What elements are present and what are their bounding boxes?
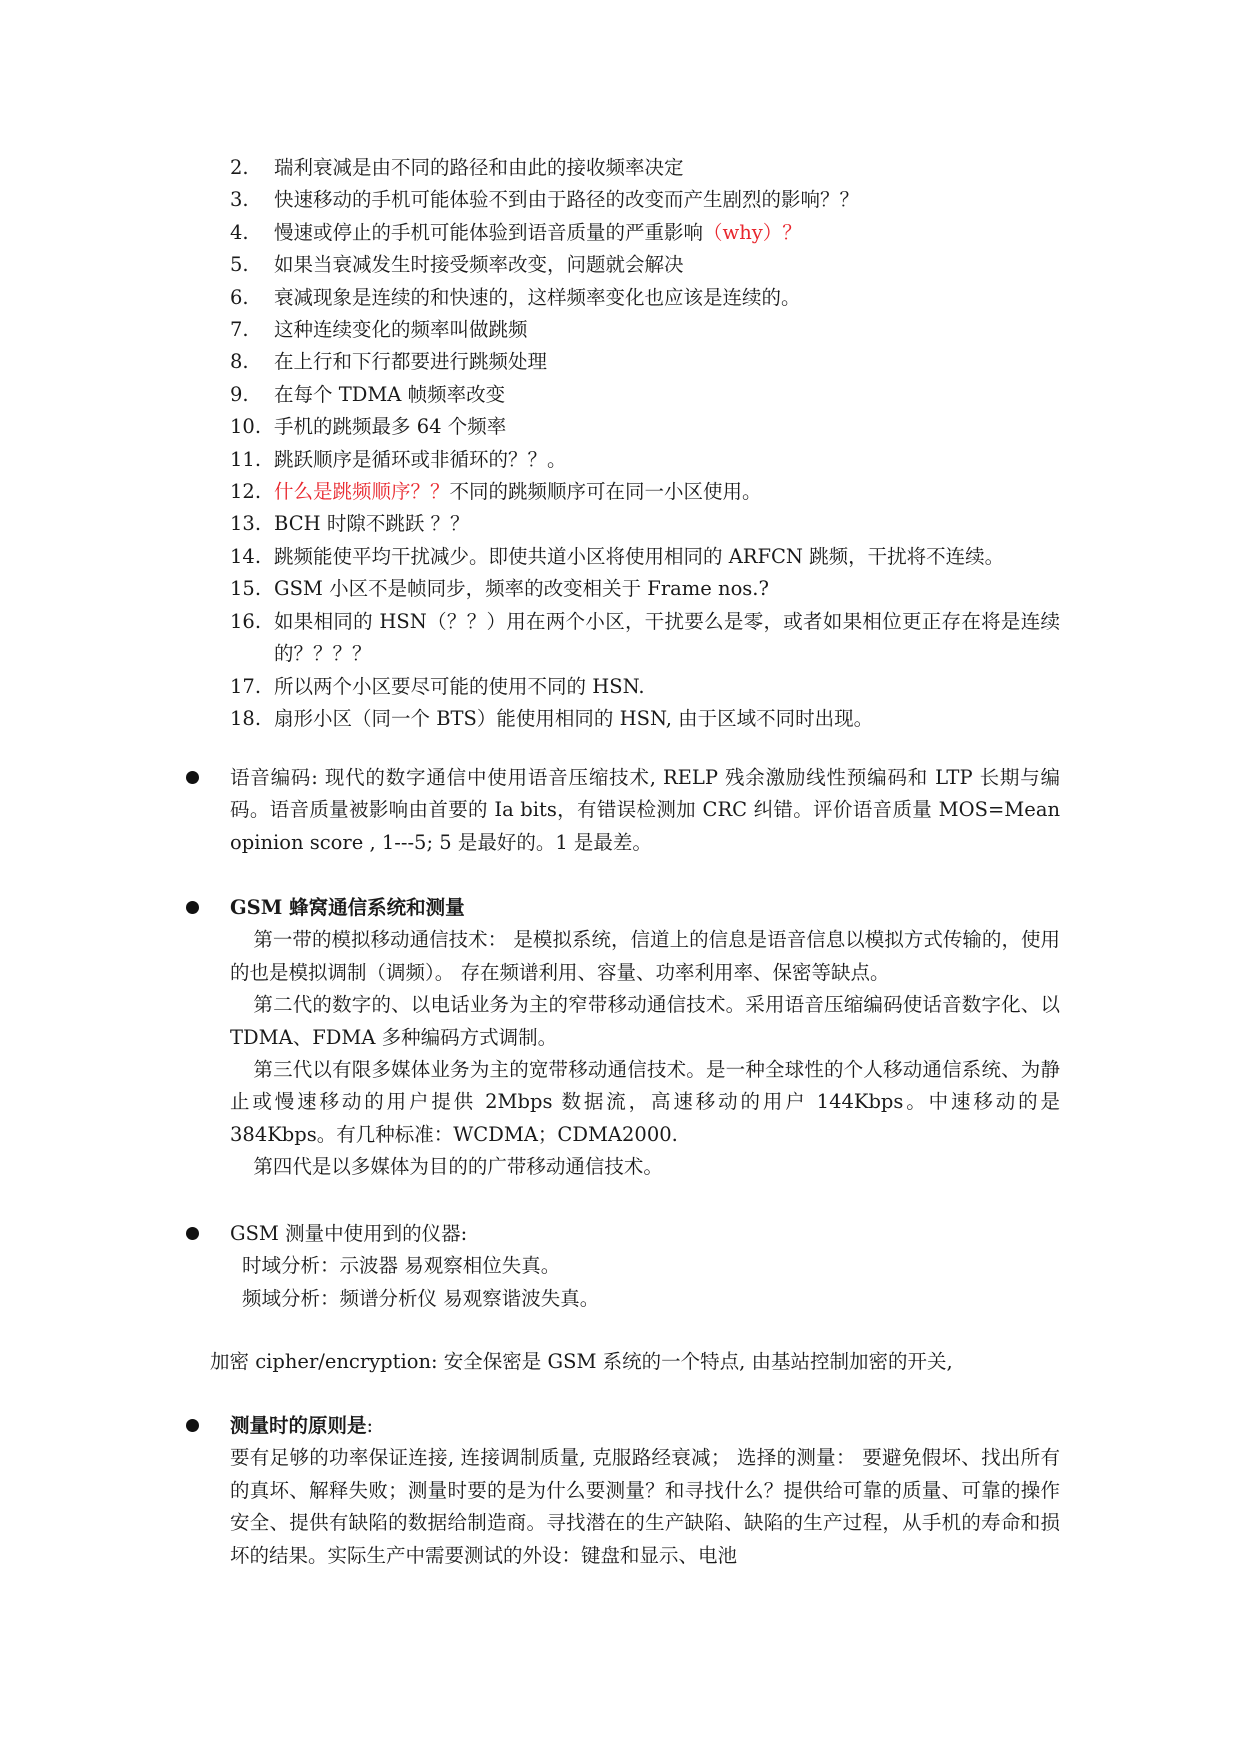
list-item [230,184,1060,216]
section-heading: 测量时的原则是 [230,1414,367,1437]
item-text: 快速移动的手机可能体验不到由于路径的改变而产生剧烈的影响？？ [274,188,860,212]
instruments-section [186,1218,1060,1315]
bullet-dot [186,1227,199,1240]
list-item [230,217,1060,249]
instruments-title: GSM 测量中使用到的仪器: [230,1222,468,1245]
item-number: 3. [230,188,249,212]
item-number: 11. [230,447,262,471]
item-text: 在每个 TDMA 帧频率改变 [274,382,506,406]
item-text: 这种连续变化的频率叫做跳频 [274,318,528,342]
item-text: 手机的跳频最多 64 个频率 [274,415,507,439]
list-item [230,152,1060,184]
bullet-dot [186,771,199,784]
item-text: 瑞利衰减是由不同的路径和由此的接收频率决定 [274,156,684,179]
measurement-principle-section [186,1410,1060,1572]
item-text: 所以两个小区要尽可能的使用不同的 HSN. [274,674,645,698]
item-text: 跳频能使平均干扰减少。即使共道小区将使用相同的 ARFCN 跳频，干扰将不连续。 [274,544,1005,568]
item-text: BCH 时隙不跳跃 ？？ [274,512,470,536]
item-text: 在上行和下行都要进行跳频处理 [274,350,548,374]
list-item [230,573,1060,605]
list-item [230,379,1060,411]
item-number: 18. [230,706,262,730]
list-item [230,411,1060,443]
time-domain-line: 时域分析：示波器 易观察相位失真。 [242,1254,561,1278]
heading-colon: : [366,1414,374,1437]
speech-coding-text: 语音编码: 现代的数字通信中使用语音压缩技术, RELP 残余激励线性预编码和 LTP 长期与编码。语音质量被影响由首要的 Ia bits，有错误检测加 CRC 纠错。评价语音质量 MOS=Mean opinion score , 1---5; 5 是最好的。1 是最差。 [230,766,1060,854]
cipher-paragraph: 加密 cipher/encryption: 安全保密是 GSM 系统的一个特点, 由基站控制加密的开关, [210,1350,953,1373]
list-item [230,703,1060,735]
item-text: 衰减现象是连续的和快速的，这样频率变化也应该是连续的。 [274,285,801,309]
item-number: 12. [230,480,262,504]
item-text: 如果相同的 HSN（？？）用在两个小区，干扰要么是零，或者如果相位更正存在将是连续的？？？？ [274,609,1060,666]
item-text: GSM 小区不是帧同步，频率的改变相关于 Frame nos.? [274,577,769,601]
item-number: 16. [230,609,262,633]
item-number: 14. [230,544,262,568]
paragraph-2g: 第二代的数字的、以电话业务为主的窄带移动通信技术。采用语音压缩编码使话音数字化、以 TDMA、FDMA 多种编码方式调制。 [230,993,1060,1049]
item-number: 7. [230,318,249,342]
item-red-prefix: 什么是跳频顺序？？ [274,480,450,504]
item-text: 如果当衰减发生时接受频率改变，问题就会解决 [274,253,684,277]
list-item [230,541,1060,573]
freq-domain-line: 频域分析：频谱分析仪 易观察谐波失真。 [242,1286,600,1310]
list-item [230,508,1060,540]
item-number: 15. [230,577,262,601]
list-item [230,476,1060,508]
item-text: 扇形小区（同一个 BTS）能使用相同的 HSN, 由于区域不同时出现。 [274,706,874,730]
list-item [230,346,1060,378]
list-item [230,444,1060,476]
item-number: 17. [230,674,262,698]
item-text: 不同的跳频顺序可在同一小区使用。 [449,480,762,504]
item-number: 9. [230,382,249,406]
item-number: 5. [230,253,249,277]
bullet-dot [186,901,199,914]
item-number: 8. [230,350,249,374]
item-number: 4. [230,220,249,244]
frequency-hopping-list [230,152,1060,735]
paragraph-1g: 第一带的模拟移动通信技术： 是模拟系统，信道上的信息是语音信息以模拟方式传输的，使用的也是模拟调制（调频）。 存在频谱利用、容量、功率利用率、保密等缺点。 [230,928,1060,984]
item-number: 6. [230,285,249,309]
paragraph-4g: 第四代是以多媒体为目的的广带移动通信技术。 [253,1155,663,1179]
list-item [230,314,1060,346]
item-red-note: （why）？ [703,220,802,244]
gsm-cellular-section [186,892,1060,1184]
item-text: 跳跃顺序是循环或非循环的？？。 [274,447,567,471]
speech-coding-section [186,762,1060,859]
item-text: 慢速或停止的手机可能体验到语音质量的严重影响 [274,220,704,244]
section-heading: GSM 蜂窝通信系统和测量 [230,896,465,919]
paragraph-3g: 第三代以有限多媒体业务为主的宽带移动通信技术。是一种全球性的个人移动通信系统、为静止或慢速移动的用户提供 2Mbps 数据流，高速移动的用户 144Kbps。中速移动的是 384Kbps。有几种标准：WCDMA；CDMA2000. [230,1058,1060,1146]
list-item [230,606,1060,671]
item-number: 2. [230,156,249,179]
item-number: 13. [230,512,262,536]
principle-text: 要有足够的功率保证连接, 连接调制质量, 克服路经衰减； 选择的测量： 要避免假坏、找出所有的真坏、解释失败；测量时要的是为什么要测量？和寻找什么？提供给可靠的质量、可靠的操作安全、提供有缺陷的数据给制造商。寻找潜在的生产缺陷、缺陷的生产过程，从手机的寿命和损坏的结果。实际生产中需要测试的外设：键盘和显示、电池 [230,1446,1060,1567]
list-item [230,249,1060,281]
bullet-dot [186,1419,199,1432]
item-number: 10. [230,415,262,439]
list-item [230,671,1060,703]
list-item [230,282,1060,314]
